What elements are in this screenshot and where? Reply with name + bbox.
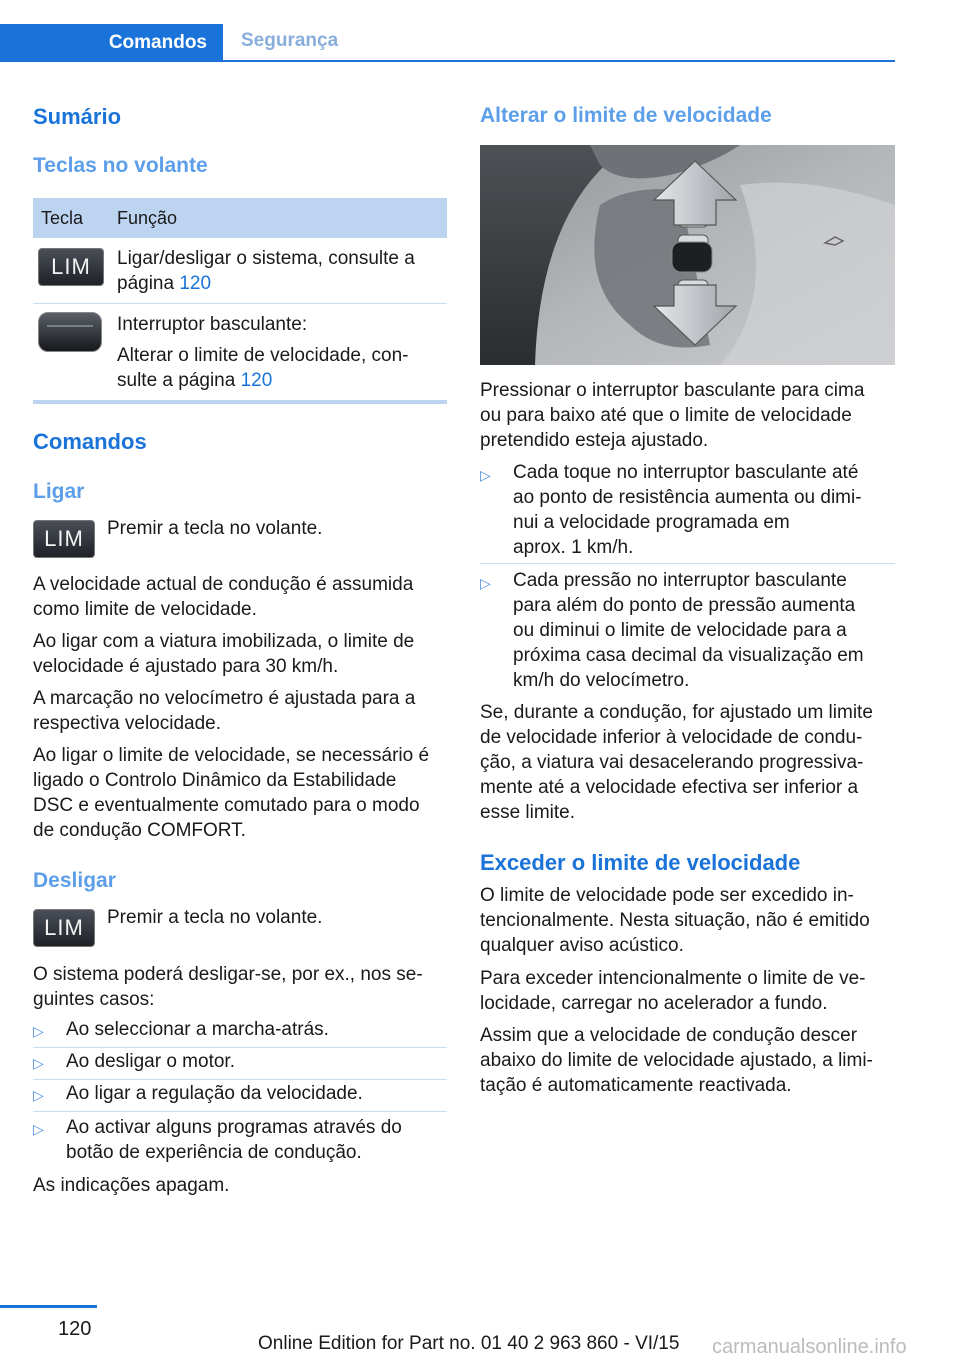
paragraph: Se, durante a condução, for ajustado um limite de velocidade inferior à velocidade de condu- ção, a viatura vai desacelerando progressiva- mente até a velocidade efectiva ser inferior a esse limite. <box>480 702 873 823</box>
paragraph: Ao ligar com a viatura imobilizada, o limite de velocidade é ajustado para 30 km/h. <box>33 631 415 677</box>
paragraph: O limite de velocidade pode ser excedido in- tencionalmente. Nesta situação, não é emitido qualquer aviso acústico. <box>480 885 870 956</box>
bullet-triangle-icon: ▷ <box>33 1087 44 1103</box>
list-item: Ao seleccionar a marcha-atrás. <box>66 1019 329 1040</box>
paragraph: Para exceder intencionalmente o limite de ve- locidade, carregar no acelerador a fundo. <box>480 968 866 1014</box>
list-divider <box>33 1079 447 1080</box>
table-row-1-text: Ligar/desligar o sistema, consulte a página 120 <box>117 248 415 294</box>
steering-wheel-photo <box>480 145 895 365</box>
rocker-switch-icon <box>38 312 102 352</box>
list-item: Ao activar alguns programas através do botão de experiência de condução. <box>66 1117 402 1163</box>
heading-comandos: Comandos <box>33 429 147 454</box>
paragraph: Assim que a velocidade de condução descer abaixo do limite de velocidade ajustado, a limi- tação é automaticamente reactivada. <box>480 1025 873 1096</box>
section-sumario: Sumário <box>33 104 122 129</box>
tab-comandos[interactable]: Comandos <box>0 24 223 62</box>
heading-teclas: Teclas no volante <box>33 154 208 177</box>
heading-exceder: Exceder o limite de velocidade <box>480 850 801 875</box>
paragraph: Ao ligar o limite de velocidade, se necessário é ligado o Controlo Dinâmico da Estabilidade DSC e eventualmente comutado para o modo de condução COMFORT. <box>33 745 430 841</box>
list-divider <box>480 563 895 564</box>
col-tecla: Tecla <box>41 208 84 228</box>
bullet-triangle-icon: ▷ <box>33 1023 44 1039</box>
page-link-120[interactable]: 120 <box>179 273 212 294</box>
table-row-2-text: Interruptor basculante: <box>117 314 308 335</box>
ligar-instruction: Premir a tecla no volante. <box>107 518 323 539</box>
bullet-triangle-icon: ▷ <box>480 575 491 591</box>
heading-desligar: Desligar <box>33 869 116 892</box>
table-header <box>33 198 447 238</box>
bullet-triangle-icon: ▷ <box>33 1121 44 1137</box>
lim-button-icon: LIM <box>33 909 95 947</box>
lim-button-icon: LIM <box>33 520 95 558</box>
list-item: Cada toque no interruptor basculante até ao ponto de resistência aumenta ou dimi- nui a velocidade programada em aprox. 1 km/h. <box>513 462 862 558</box>
list-item: Ao desligar o motor. <box>66 1051 235 1072</box>
col-funcao: Função <box>117 208 178 228</box>
header-tabs <box>0 24 895 62</box>
paragraph: O sistema poderá desligar-se, por ex., nos se- guintes casos: <box>33 964 423 1010</box>
lim-button-icon: LIM <box>38 248 104 286</box>
bullet-triangle-icon: ▷ <box>480 467 491 483</box>
tab-seguranca[interactable]: Segurança <box>241 30 339 51</box>
watermark: carmanualsonline.info <box>712 1336 907 1358</box>
desligar-instruction: Premir a tecla no volante. <box>107 907 323 928</box>
heading-alterar: Alterar o limite de velocidade <box>480 104 772 127</box>
list-divider <box>33 1047 447 1048</box>
heading-ligar: Ligar <box>33 480 85 503</box>
paragraph: Pressionar o interruptor basculante para cima ou para baixo até que o limite de velocidade pretendido esteja ajustado. <box>480 380 865 451</box>
table-row-divider <box>33 303 447 304</box>
paragraph: A marcação no velocímetro é ajustada para a respectiva velocidade. <box>33 688 416 734</box>
list-divider <box>33 1111 447 1112</box>
paragraph: A velocidade actual de condução é assumida como limite de velocidade. <box>33 574 414 620</box>
footer-rule <box>0 1305 97 1308</box>
table-bottom-rule <box>33 400 447 404</box>
list-item: Cada pressão no interruptor basculante para além do ponto de pressão aumenta ou diminui o limite de velocidade para a próxima casa decimal da visualização em km/h do velocímetro. <box>513 570 864 691</box>
bullet-triangle-icon: ▷ <box>33 1055 44 1071</box>
page-link-120[interactable]: 120 <box>240 370 273 391</box>
page-number: 120 <box>58 1318 92 1340</box>
paragraph: As indicações apagam. <box>33 1175 230 1196</box>
table-row-2-desc: Alterar o limite de velocidade, con- sulte a página 120 <box>117 345 409 391</box>
list-item: Ao ligar a regulação da velocidade. <box>66 1083 363 1104</box>
footer-edition: Online Edition for Part no. 01 40 2 963 860 - VI/15 <box>258 1333 680 1354</box>
